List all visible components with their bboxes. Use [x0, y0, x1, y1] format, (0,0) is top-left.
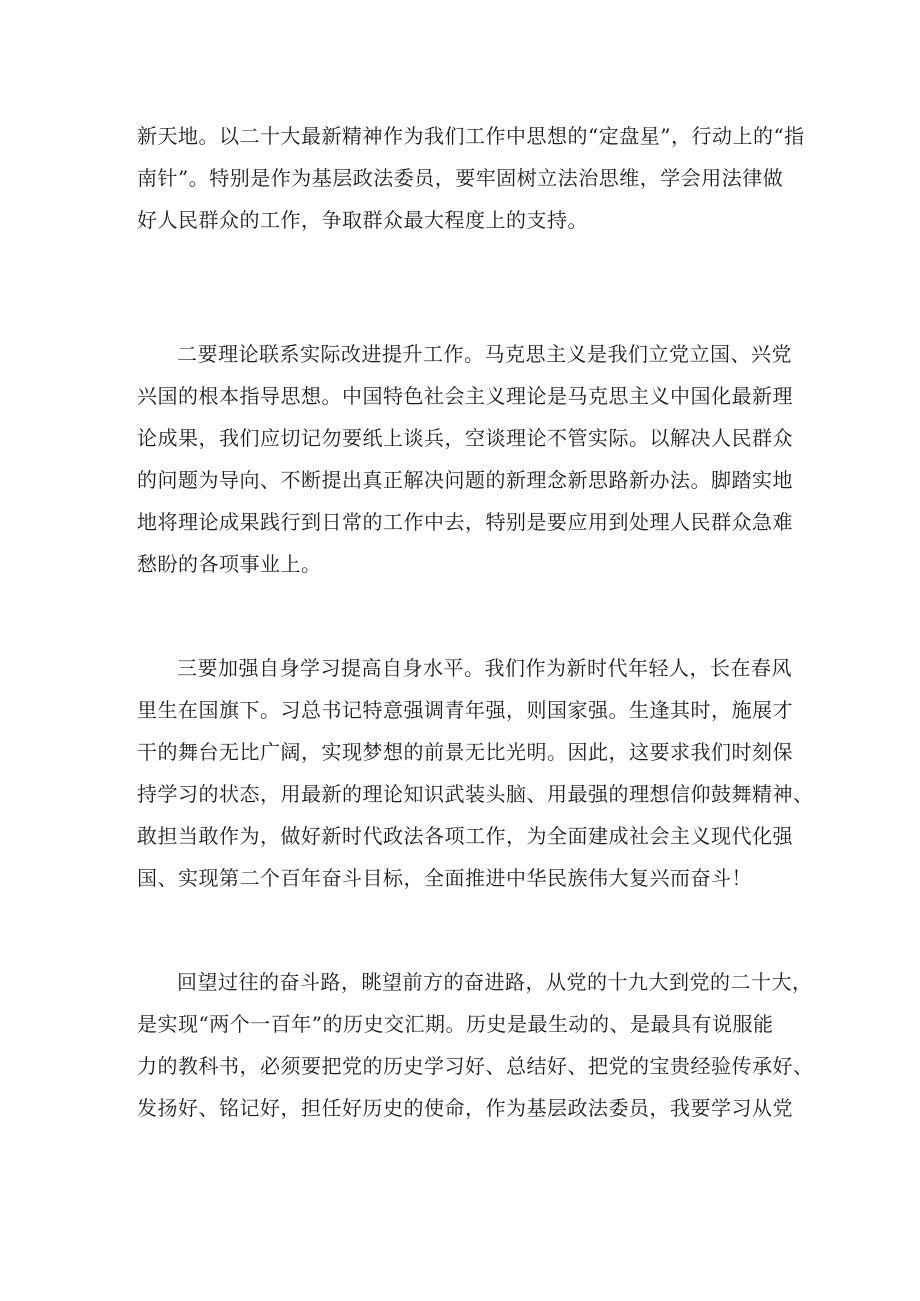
text-line: 回望过往的奋斗路，眺望前方的奋进路，从党的十九大到党的二十大，	[177, 970, 813, 994]
text-line: 是实现“两个一百年”的历史交汇期。历史是最生动的、是最具有说服能	[137, 1012, 774, 1036]
text-line: 地将理论成果践行到日常的工作中去，特别是要应用到处理人民群众急难	[137, 510, 793, 534]
paragraph-1	[137, 115, 805, 241]
text-line: 力的教科书，必须要把党的历史学习好、总结好、把党的宝贵经验传承好、	[137, 1054, 814, 1078]
text-line: 发扬好、铭记好，担任好历史的使命，作为基层政法委员，我要学习从党	[137, 1096, 793, 1120]
text-line: 论成果，我们应切记勿要纸上谈兵，空谈理论不管实际。以解决人民群众	[137, 426, 793, 450]
paragraph-4	[137, 961, 814, 1129]
text-line: 国、实现第二个百年奋斗目标，全面推进中华民族伟大复兴而奋斗！	[137, 866, 752, 890]
paragraph-2	[137, 333, 797, 585]
paragraph-3	[137, 647, 814, 899]
text-line: 新天地。以二十大最新精神作为我们工作中思想的“定盘星”，行动上的“指	[137, 124, 805, 148]
text-line: 敢担当敢作为，做好新时代政法各项工作，为全面建成社会主义现代化强	[137, 824, 793, 848]
text-line: 的问题为导向、不断提出真正解决问题的新理念新思路新办法。脚踏实地	[137, 468, 793, 492]
text-line: 干的舞台无比广阔，实现梦想的前景无比光明。因此，这要求我们时刻保	[137, 740, 793, 764]
text-line: 好人民群众的工作，争取群众最大程度上的支持。	[137, 208, 588, 232]
text-line: 南针”。特别是作为基层政法委员，要牢固树立法治思维，学会用法律做	[137, 166, 784, 190]
text-line: 二要理论联系实际改进提升工作。马克思主义是我们立党立国、兴党	[177, 342, 792, 366]
text-line: 兴国的根本指导思想。中国特色社会主义理论是马克思主义中国化最新理	[137, 384, 793, 408]
text-line: 持学习的状态，用最新的理论知识武装头脑、用最强的理想信仰鼓舞精神、	[137, 782, 814, 806]
text-line: 里生在国旗下。习总书记特意强调青年强，则国家强。生逢其时，施展才	[137, 698, 793, 722]
text-line: 三要加强自身学习提高自身水平。我们作为新时代年轻人，长在春风	[177, 656, 792, 680]
text-line: 愁盼的各项事业上。	[137, 552, 322, 576]
